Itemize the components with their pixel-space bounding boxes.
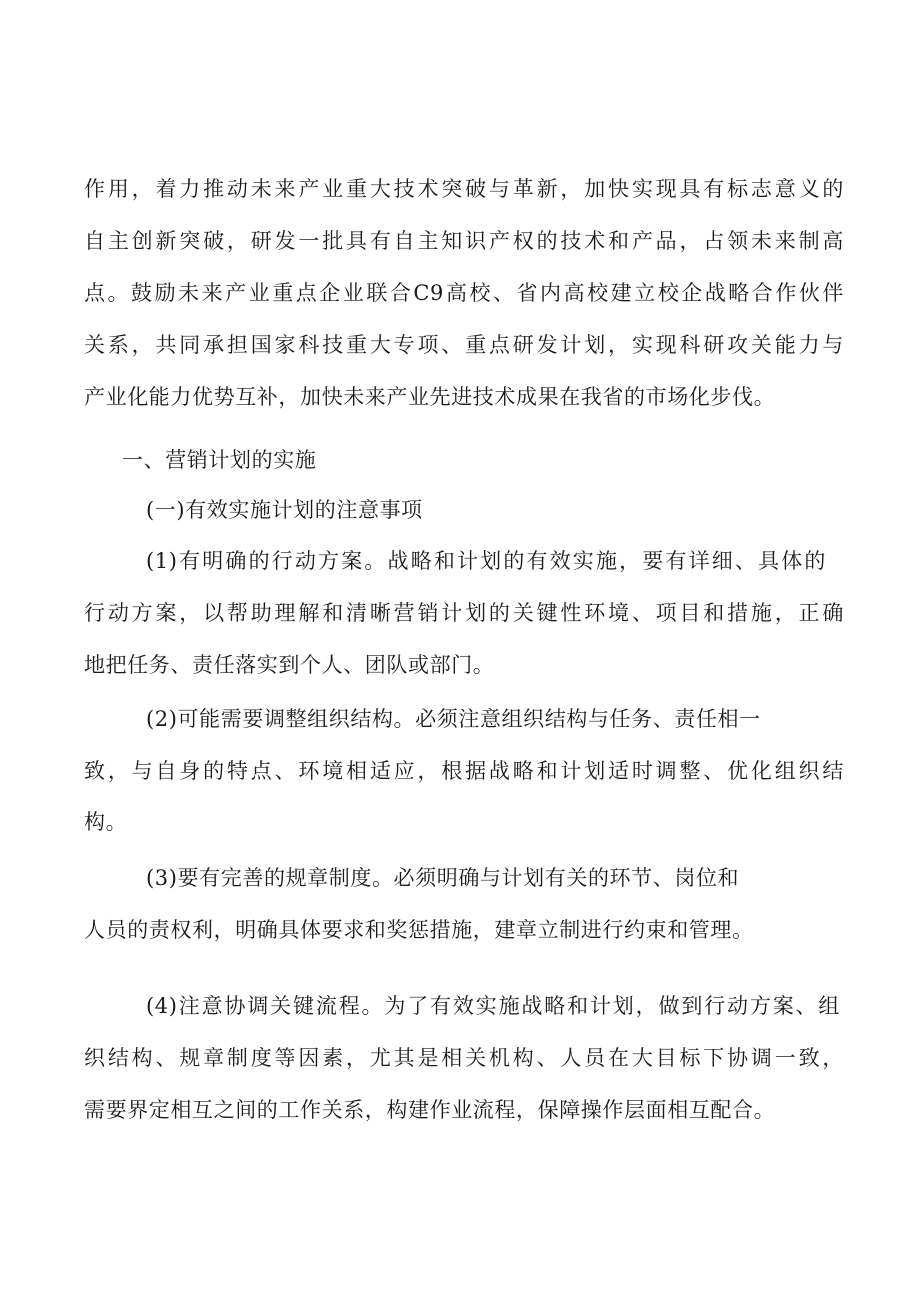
intro-line-4: 关系，共同承担国家科技重大专项、重点研发计划，实现科研攻关能力与 (84, 333, 844, 357)
item1-line-2: 行动方案，以帮助理解和清晰营销计划的关键性环境、项目和措施，正确 (84, 601, 844, 625)
item3-line-1: (3)要有完善的规章制度。必须明确与计划有关的环节、岗位和 (146, 866, 740, 890)
item1-line-3: 地把任务、责任落实到个人、团队或部门。 (84, 653, 495, 677)
section-heading: 一、营销计划的实施 (122, 448, 317, 472)
intro-line-2: 自主创新突破，研发一批具有自主知识产权的技术和产品，占领未来制高 (84, 229, 844, 253)
subsection-heading: (一)有效实施计划的注意事项 (146, 498, 423, 522)
item4-line-2: 织结构、规章制度等因素，尤其是相关机构、人员在大目标下协调一致， (84, 1046, 844, 1070)
item2-line-2: 致，与自身的特点、环境相适应，根据战略和计划适时调整、优化组织结 (84, 759, 844, 783)
item1-line-1: (1)有明确的行动方案。战略和计划的有效实施，要有详细、具体的 (146, 549, 826, 573)
item2-line-3: 构。 (84, 810, 128, 834)
item2-line-1: (2)可能需要调整组织结构。必须注意组织结构与任务、责任相一 (146, 707, 761, 731)
item4-line-3: 需要界定相互之间的工作关系，构建作业流程，保障操作层面相互配合。 (84, 1098, 776, 1122)
intro-line-3: 点。鼓励未来产业重点企业联合C9高校、省内高校建立校企战略合作伙伴 (84, 281, 844, 305)
intro-line-5: 产业化能力优势互补，加快未来产业先进技术成果在我省的市场化步伐。 (84, 385, 776, 409)
item4-line-1: (4)注意协调关键流程。为了有效实施战略和计划，做到行动方案、组 (146, 994, 840, 1018)
intro-line-1: 作用，着力推动未来产业重大技术突破与革新，加快实现具有标志意义的 (84, 177, 844, 201)
item3-line-2: 人员的责权利，明确具体要求和奖惩措施，建章立制进行约束和管理。 (84, 918, 754, 942)
